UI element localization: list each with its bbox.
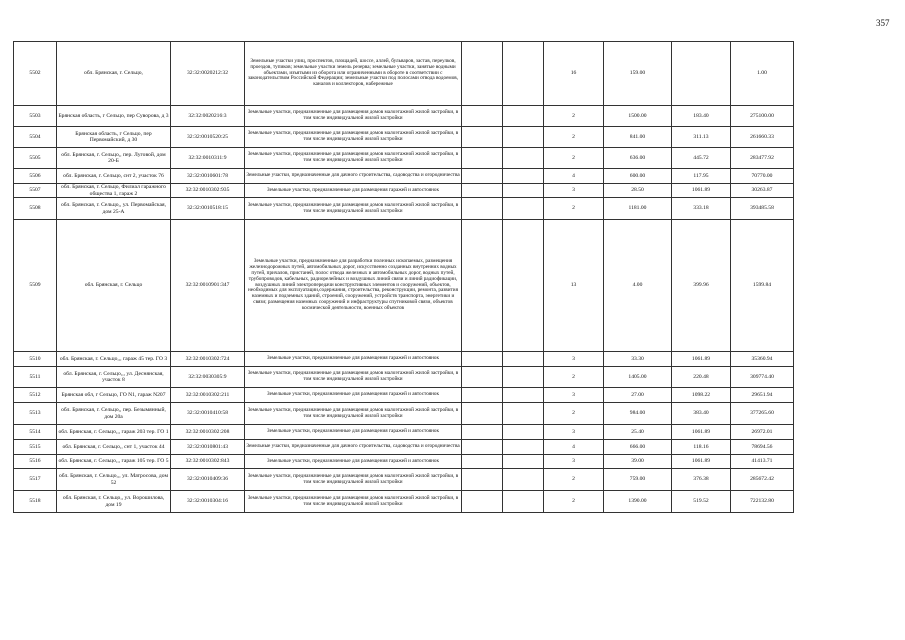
- spacer-cell: [462, 127, 503, 148]
- table-row: [14, 388, 794, 403]
- table-row: [14, 198, 794, 220]
- area-cell: 1405.00: [604, 367, 672, 388]
- group-cell: 3: [544, 425, 604, 440]
- spacer-cell: [462, 220, 503, 352]
- land-use-cell: Земельные участки, предназначенные для размещения домов малоэтажной жилой застройки, в том числе индивидуальной жилой застройки: [245, 148, 462, 169]
- rate-cell: 311.13: [672, 127, 731, 148]
- area-cell: 636.00: [604, 148, 672, 169]
- cadastral-value-cell: 26972.01: [731, 425, 794, 440]
- spacer-cell: [503, 184, 544, 198]
- cadastral-number-cell: 32:32:0010801:43: [171, 440, 245, 455]
- land-use-cell: Земельные участки, предназначенные для размещения гаражей и автостоянок: [245, 352, 462, 367]
- cadastral-number-cell: 32:32:0010601:78: [171, 169, 245, 184]
- address-cell: обл. Брянская, г. Сельцо, снт 2, участок 76: [57, 169, 171, 184]
- area-cell: 25.40: [604, 425, 672, 440]
- address-cell: обл. Брянская, г. Сельцо,, ул. Первомайская, дом 25-А: [57, 198, 171, 220]
- row-number-cell: 5508: [14, 198, 57, 220]
- spacer-cell: [462, 367, 503, 388]
- cadastral-number-cell: 32:32:0010410:58: [171, 403, 245, 425]
- table-row: [14, 352, 794, 367]
- table-row: [14, 469, 794, 491]
- address-cell: Брянская область, г Сельцо, пер Первомайский, д 30: [57, 127, 171, 148]
- area-cell: 28.50: [604, 184, 672, 198]
- group-cell: 3: [544, 455, 604, 469]
- row-number-cell: 5514: [14, 425, 57, 440]
- area-cell: 984.00: [604, 403, 672, 425]
- cadastral-number-cell: 32:32:0010518:15: [171, 198, 245, 220]
- cadastral-value-cell: 261660.33: [731, 127, 794, 148]
- rate-cell: 1098.22: [672, 388, 731, 403]
- rate-cell: 118.16: [672, 440, 731, 455]
- page-number: 357: [876, 18, 890, 28]
- spacer-cell: [503, 440, 544, 455]
- address-cell: обл. Брянская, г. Сельцо,,, гараж 45 тер. ГО 3: [57, 352, 171, 367]
- cadastral-number-cell: 32:32:0010901:347: [171, 220, 245, 352]
- row-number-cell: 5502: [14, 42, 57, 106]
- area-cell: 600.00: [604, 169, 672, 184]
- group-cell: 13: [544, 220, 604, 352]
- cadastral-value-cell: 283477.92: [731, 148, 794, 169]
- land-use-cell: Земельные участки, предназначенные для размещения домов малоэтажной жилой застройки, в том числе индивидуальной жилой застройки: [245, 469, 462, 491]
- group-cell: 2: [544, 367, 604, 388]
- land-use-cell: Земельные участки, предназначенные для размещения домов малоэтажной жилой застройки, в том числе индивидуальной жилой застройки: [245, 106, 462, 127]
- area-cell: 759.00: [604, 469, 672, 491]
- cadastral-value-table: [13, 41, 794, 513]
- table-row: [14, 425, 794, 440]
- cadastral-number-cell: 32:32:0010302:724: [171, 352, 245, 367]
- group-cell: 4: [544, 440, 604, 455]
- land-use-cell: Земельные участки, предназначенные для размещения гаражей и автостоянок: [245, 425, 462, 440]
- rate-cell: 1061.89: [672, 352, 731, 367]
- table-row: [14, 440, 794, 455]
- table-row: [14, 106, 794, 127]
- spacer-cell: [462, 491, 503, 513]
- spacer-cell: [503, 148, 544, 169]
- land-use-cell: Земельные участки, предназначенные для размещения гаражей и автостоянок: [245, 184, 462, 198]
- address-cell: обл. Брянская, г. Сельцо,, ул. Ворошилова, дом 19: [57, 491, 171, 513]
- spacer-cell: [503, 388, 544, 403]
- spacer-cell: [462, 352, 503, 367]
- rate-cell: [672, 42, 731, 106]
- row-number-cell: 5512: [14, 388, 57, 403]
- spacer-cell: [503, 367, 544, 388]
- table-row: [14, 491, 794, 513]
- address-cell: Брянская обл, г Сельцо, ГО N1, гараж N207: [57, 388, 171, 403]
- cadastral-value-cell: 30263.87: [731, 184, 794, 198]
- land-use-cell: Земельные участки, предназначенные для размещения гаражей и автостоянок: [245, 388, 462, 403]
- cadastral-value-cell: 722132.80: [731, 491, 794, 513]
- group-cell: 4: [544, 169, 604, 184]
- rate-cell: 1061.89: [672, 184, 731, 198]
- cadastral-value-cell: 78694.56: [731, 440, 794, 455]
- spacer-cell: [503, 198, 544, 220]
- land-use-cell: Земельные участки улиц, проспектов, площадей, шоссе, аллей, бульваров, застав, переулков, проездов, тупиков; земельные участки земель резерва; земельные участки, занятые водными объектами, изъятыми из оборота или ограниченными в обороте в соответствии с законодательством Российской Федерации; земельные участки под полосами отвода водоемов, каналов и коллекторов, набережные: [245, 42, 462, 106]
- spacer-cell: [503, 169, 544, 184]
- row-number-cell: 5507: [14, 184, 57, 198]
- spacer-cell: [503, 127, 544, 148]
- row-number-cell: 5517: [14, 469, 57, 491]
- cadastral-value-cell: 377265.60: [731, 403, 794, 425]
- group-cell: 2: [544, 106, 604, 127]
- area-cell: 1500.00: [604, 106, 672, 127]
- land-use-cell: Земельные участки, предназначенные для размещения домов малоэтажной жилой застройки, в том числе индивидуальной жилой застройки: [245, 127, 462, 148]
- area-cell: 27.00: [604, 388, 672, 403]
- row-number-cell: 5504: [14, 127, 57, 148]
- spacer-cell: [503, 455, 544, 469]
- spacer-cell: [462, 198, 503, 220]
- area-cell: 666.00: [604, 440, 672, 455]
- rate-cell: 376.38: [672, 469, 731, 491]
- area-cell: 33.30: [604, 352, 672, 367]
- land-use-cell: Земельные участки, предназначенные для размещения домов малоэтажной жилой застройки, в том числе индивидуальной жилой застройки: [245, 491, 462, 513]
- spacer-cell: [462, 440, 503, 455]
- spacer-cell: [503, 42, 544, 106]
- spacer-cell: [462, 184, 503, 198]
- spacer-cell: [462, 469, 503, 491]
- cadastral-value-cell: 35360.94: [731, 352, 794, 367]
- group-cell: 2: [544, 148, 604, 169]
- group-cell: 16: [544, 42, 604, 106]
- land-use-cell: Земельные участки, предназначенные для размещения домов малоэтажной жилой застройки, в том числе индивидуальной жилой застройки: [245, 367, 462, 388]
- cadastral-number-cell: 32:32:0010409:36: [171, 469, 245, 491]
- table-row: [14, 220, 794, 352]
- group-cell: 3: [544, 352, 604, 367]
- cadastral-number-cell: 32:32:0010520:25: [171, 127, 245, 148]
- row-number-cell: 5513: [14, 403, 57, 425]
- land-use-cell: Земельные участки, предназначенные для размещения домов малоэтажной жилой застройки, в том числе индивидуальной жилой застройки: [245, 198, 462, 220]
- land-use-cell: Земельные участки, предназначенные для размещения гаражей и автостоянок: [245, 455, 462, 469]
- row-number-cell: 5511: [14, 367, 57, 388]
- cadastral-number-cell: 32:32:0010304:16: [171, 491, 245, 513]
- spacer-cell: [503, 352, 544, 367]
- spacer-cell: [503, 220, 544, 352]
- address-cell: обл. Брянская, г. Сельцо,,, гараж 105 тер. ГО 5: [57, 455, 171, 469]
- rate-cell: 399.96: [672, 220, 731, 352]
- rate-cell: 1061.89: [672, 455, 731, 469]
- group-cell: 3: [544, 388, 604, 403]
- spacer-cell: [462, 425, 503, 440]
- cadastral-value-cell: 309774.40: [731, 367, 794, 388]
- table-row: [14, 148, 794, 169]
- cadastral-value-cell: 1599.84: [731, 220, 794, 352]
- spacer-cell: [462, 169, 503, 184]
- address-cell: обл. Брянская, г. Сельцо,,, ул. Деснянская, участок 8: [57, 367, 171, 388]
- spacer-cell: [503, 403, 544, 425]
- spacer-cell: [503, 491, 544, 513]
- rate-cell: 183.40: [672, 106, 731, 127]
- rate-cell: 117.95: [672, 169, 731, 184]
- spacer-cell: [462, 42, 503, 106]
- area-cell: 159.00: [604, 42, 672, 106]
- land-use-cell: Земельные участки, предназначенные для дачного строительства, садоводства и огородничества: [245, 440, 462, 455]
- row-number-cell: 5515: [14, 440, 57, 455]
- rate-cell: 383.40: [672, 403, 731, 425]
- cadastral-value-cell: 70770.00: [731, 169, 794, 184]
- row-number-cell: 5503: [14, 106, 57, 127]
- area-cell: 841.00: [604, 127, 672, 148]
- land-use-cell: Земельные участки, предназначенные для размещения домов малоэтажной жилой застройки, в том числе индивидуальной жилой застройки: [245, 403, 462, 425]
- spacer-cell: [503, 469, 544, 491]
- address-cell: обл. Брянская, г. Сельцо,,, гараж 203 тер. ГО 1: [57, 425, 171, 440]
- row-number-cell: 5506: [14, 169, 57, 184]
- table-row: [14, 169, 794, 184]
- cadastral-number-cell: 32:32:0020212:32: [171, 42, 245, 106]
- row-number-cell: 5510: [14, 352, 57, 367]
- group-cell: 2: [544, 198, 604, 220]
- rate-cell: 445.72: [672, 148, 731, 169]
- area-cell: 1181.00: [604, 198, 672, 220]
- address-cell: обл. Брянская, г. Сельцо, Филиал гаражного общества 1, гараж 2: [57, 184, 171, 198]
- land-use-cell: Земельные участки, предназначенные для разработки полезных ископаемых, размещения железнодорожных путей, автомобильных дорог, искусственно созданных внутренних водных путей, причалов, пристаней, полос отвода железных и автомобильных дорог, водных путей, трубопроводов, кабельных, радиорелейных и воздушных линий связи и линий радиофикации, воздушных линий электропередачи конструктивных элементов и сооружений, объектов, необходимых для эксплуатации,содержания, строительства, реконструкции, ремонта, развития наземных и подземных зданий, строений, сооружений, устройств транспорта, энергетики и связи; размещения наземных сооружений и инфраструктуры спутниковой связи, объектов космической деятельности, военных объектов: [245, 220, 462, 352]
- group-cell: 2: [544, 403, 604, 425]
- spacer-cell: [462, 455, 503, 469]
- spacer-cell: [462, 148, 503, 169]
- table-row: [14, 455, 794, 469]
- cadastral-number-cell: 32:32:0010302:843: [171, 455, 245, 469]
- cadastral-number-cell: 32:32:0020216:3: [171, 106, 245, 127]
- address-cell: обл. Брянская, г. Сельцо,,, ул. Матросова, дом 52: [57, 469, 171, 491]
- area-cell: 4.00: [604, 220, 672, 352]
- rate-cell: 333.18: [672, 198, 731, 220]
- address-cell: Брянская область, г Сельцо, пер Суворова, д 3: [57, 106, 171, 127]
- spacer-cell: [503, 425, 544, 440]
- area-cell: 1390.00: [604, 491, 672, 513]
- row-number-cell: 5505: [14, 148, 57, 169]
- table-row: [14, 403, 794, 425]
- table-row: [14, 367, 794, 388]
- rate-cell: 1061.89: [672, 425, 731, 440]
- spacer-cell: [462, 106, 503, 127]
- cadastral-number-cell: 32:32:0010302:935: [171, 184, 245, 198]
- rate-cell: 519.52: [672, 491, 731, 513]
- row-number-cell: 5518: [14, 491, 57, 513]
- area-cell: 39.00: [604, 455, 672, 469]
- address-cell: обл. Брянская, г. Сельцо,, пер. Луговой, дом 20-Б: [57, 148, 171, 169]
- address-cell: обл. Брянская, г. Сельцо,: [57, 42, 171, 106]
- cadastral-number-cell: 32:32:0010302:211: [171, 388, 245, 403]
- land-use-cell: Земельные участки, предназначенные для дачного строительства, садоводства и огородничества: [245, 169, 462, 184]
- cadastral-number-cell: 32:32:0010311:9: [171, 148, 245, 169]
- group-cell: 2: [544, 127, 604, 148]
- cadastral-value-cell: 1.00: [731, 42, 794, 106]
- cadastral-number-cell: 32:32:0010302:208: [171, 425, 245, 440]
- group-cell: 2: [544, 491, 604, 513]
- row-number-cell: 5516: [14, 455, 57, 469]
- spacer-cell: [503, 106, 544, 127]
- group-cell: 3: [544, 184, 604, 198]
- address-cell: обл. Брянская, г. Сельцо,, снт 1, участок 44: [57, 440, 171, 455]
- spacer-cell: [462, 403, 503, 425]
- spacer-cell: [462, 388, 503, 403]
- cadastral-value-cell: 41413.71: [731, 455, 794, 469]
- address-cell: обл. Брянская, г. Сельцо: [57, 220, 171, 352]
- cadastral-number-cell: 32:32:0030305:9: [171, 367, 245, 388]
- table-row: [14, 127, 794, 148]
- table-row: [14, 184, 794, 198]
- rate-cell: 220.48: [672, 367, 731, 388]
- cadastral-value-cell: 285672.42: [731, 469, 794, 491]
- table-row: [14, 42, 794, 106]
- cadastral-value-cell: 275100.00: [731, 106, 794, 127]
- row-number-cell: 5509: [14, 220, 57, 352]
- address-cell: обл. Брянская, г. Сельцо,, пер. Безымянный, дом 20а: [57, 403, 171, 425]
- cadastral-value-cell: 29651.94: [731, 388, 794, 403]
- cadastral-value-cell: 393485.58: [731, 198, 794, 220]
- group-cell: 2: [544, 469, 604, 491]
